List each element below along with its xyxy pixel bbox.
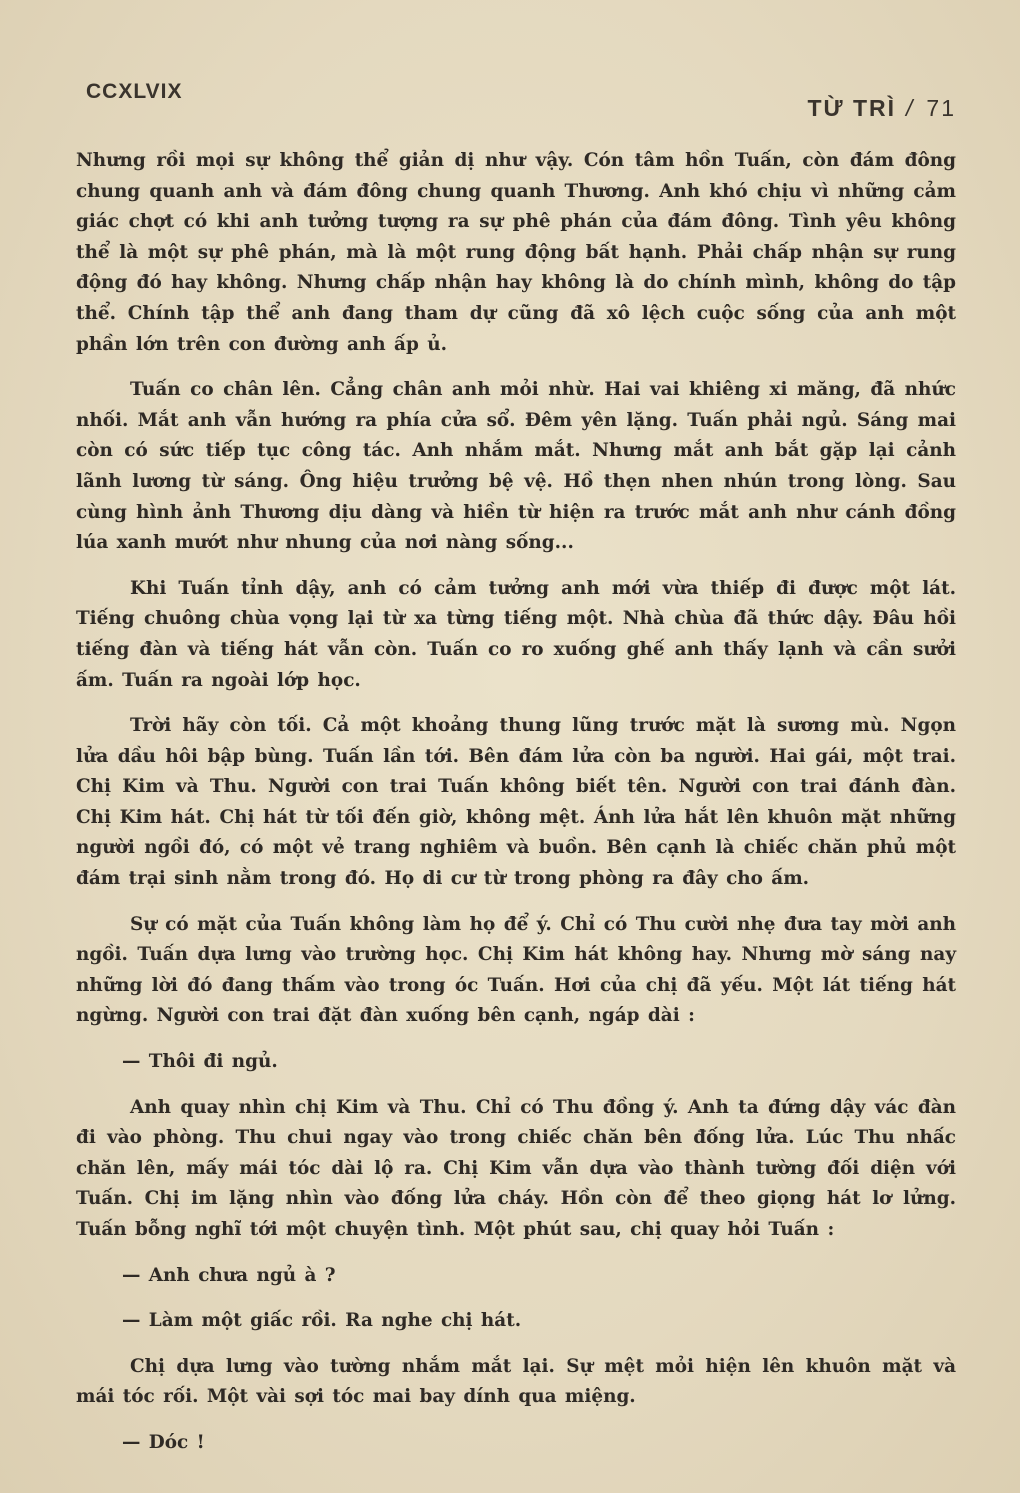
page-number: 71	[926, 95, 956, 121]
running-header	[807, 95, 956, 122]
paragraph: Chị dựa lưng vào tường nhắm mắt lại. Sự mệt mỏi hiện lên khuôn mặt và mái tóc rối. Một vài sợi tóc mai bay dính qua miệng.	[76, 1355, 956, 1408]
paragraph: Tuấn co chân lên. Cẳng chân anh mỏi nhừ. Hai vai khiêng xi măng, đã nhức nhối. Mắt anh vẫn hướng ra phía cửa sổ. Đêm yên lặng. Tuấn phải ngủ. Sáng mai còn có sức tiếp tục công tác. Anh nhắm mắt. Nhưng mắt anh bắt gặp lại cảnh lãnh lương từ sáng. Ông hiệu trưởng bệ vệ. Hồ thẹn nhen nhún trong lòng. Sau cùng hình ảnh Thương dịu dàng và hiền từ hiện ra trước mắt anh như cánh đồng lúa xanh mướt như nhung của nơi nàng sống...	[76, 379, 956, 554]
paragraph: Nhưng rồi mọi sự không thể giản dị như vậy. Cón tâm hồn Tuấn, còn đám đông chung quanh anh và đám đông chung quanh Thương. Anh khó chịu vì những cảm giác chợt có khi anh tưởng tượng ra sự phê phán của đám đông. Tình yêu không thể là một sự phê phán, mà là một rung động bất hạnh. Phải chấp nhận sự rung động đó hay không. Nhưng chấp nhận hay không là do chính mình, không do tập thể. Chính tập thể anh đang tham dự cũng đã xô lệch cuộc sống của anh một phần lớn trên con đường anh ấp ủ.	[76, 150, 956, 355]
section-marker: CCXLVIX	[86, 80, 183, 103]
page-body	[76, 146, 956, 1459]
paragraph: Anh quay nhìn chị Kim và Thu. Chỉ có Thu đồng ý. Anh ta đứng dậy vác đàn đi vào phòng. Thu chui ngay vào trong chiếc chăn bên đống lửa. Lúc Thu nhấc chăn lên, mấy mái tóc dài lộ ra. Chị Kim vẫn dựa vào thành tường đối diện với Tuấn. Chị im lặng nhìn vào đống lửa cháy. Hồn còn để theo giọng hát lơ lửng. Tuấn bỗng nghĩ tới một chuyện tình. Một phút sau, chị quay hỏi Tuấn :	[76, 1096, 956, 1240]
paragraph: Khi Tuấn tỉnh dậy, anh có cảm tưởng anh mới vừa thiếp đi được một lát. Tiếng chuông chùa vọng lại từ xa từng tiếng một. Nhà chùa đã thức dậy. Đâu hồi tiếng đàn và tiếng hát vẫn còn. Tuấn co ro xuống ghế anh thấy lạnh và cần sưởi ấm. Tuấn ra ngoài lớp học.	[76, 577, 956, 691]
dialogue-line: — Dóc !	[122, 1431, 205, 1453]
header-separator: /	[906, 95, 915, 121]
dialogue-line: — Anh chưa ngủ à ?	[122, 1264, 336, 1286]
chapter-title: TỪ TRÌ	[807, 95, 897, 121]
paragraph: Trời hãy còn tối. Cả một khoảng thung lũng trước mặt là sương mù. Ngọn lửa dầu hôi bập bùng. Tuấn lần tới. Bên đám lửa còn ba người. Hai gái, một trai. Chị Kim và Thu. Người con trai Tuấn không biết tên. Người con trai đánh đàn. Chị Kim hát. Chị hát từ tối đến giờ, không mệt. Ánh lửa hắt lên khuôn mặt những người ngồi đó, có một vẻ trang nghiêm và buồn. Bên cạnh là chiếc chăn phủ một đám trại sinh nằm trong đó. Họ di cư từ trong phòng ra đây cho ấm.	[76, 715, 956, 890]
paragraph: Sự có mặt của Tuấn không làm họ để ý. Chỉ có Thu cười nhẹ đưa tay mời anh ngồi. Tuấn dựa lưng vào trường học. Chị Kim hát không hay. Nhưng mờ sáng nay những lời đó đang thấm vào trong óc Tuấn. Hơi của chị đã yếu. Một lát tiếng hát ngừng. Người con trai đặt đàn xuống bên cạnh, ngáp dài :	[76, 913, 956, 1027]
dialogue-line: — Làm một giấc rồi. Ra nghe chị hát.	[122, 1310, 522, 1332]
dialogue-line: — Thôi đi ngủ.	[122, 1051, 278, 1073]
